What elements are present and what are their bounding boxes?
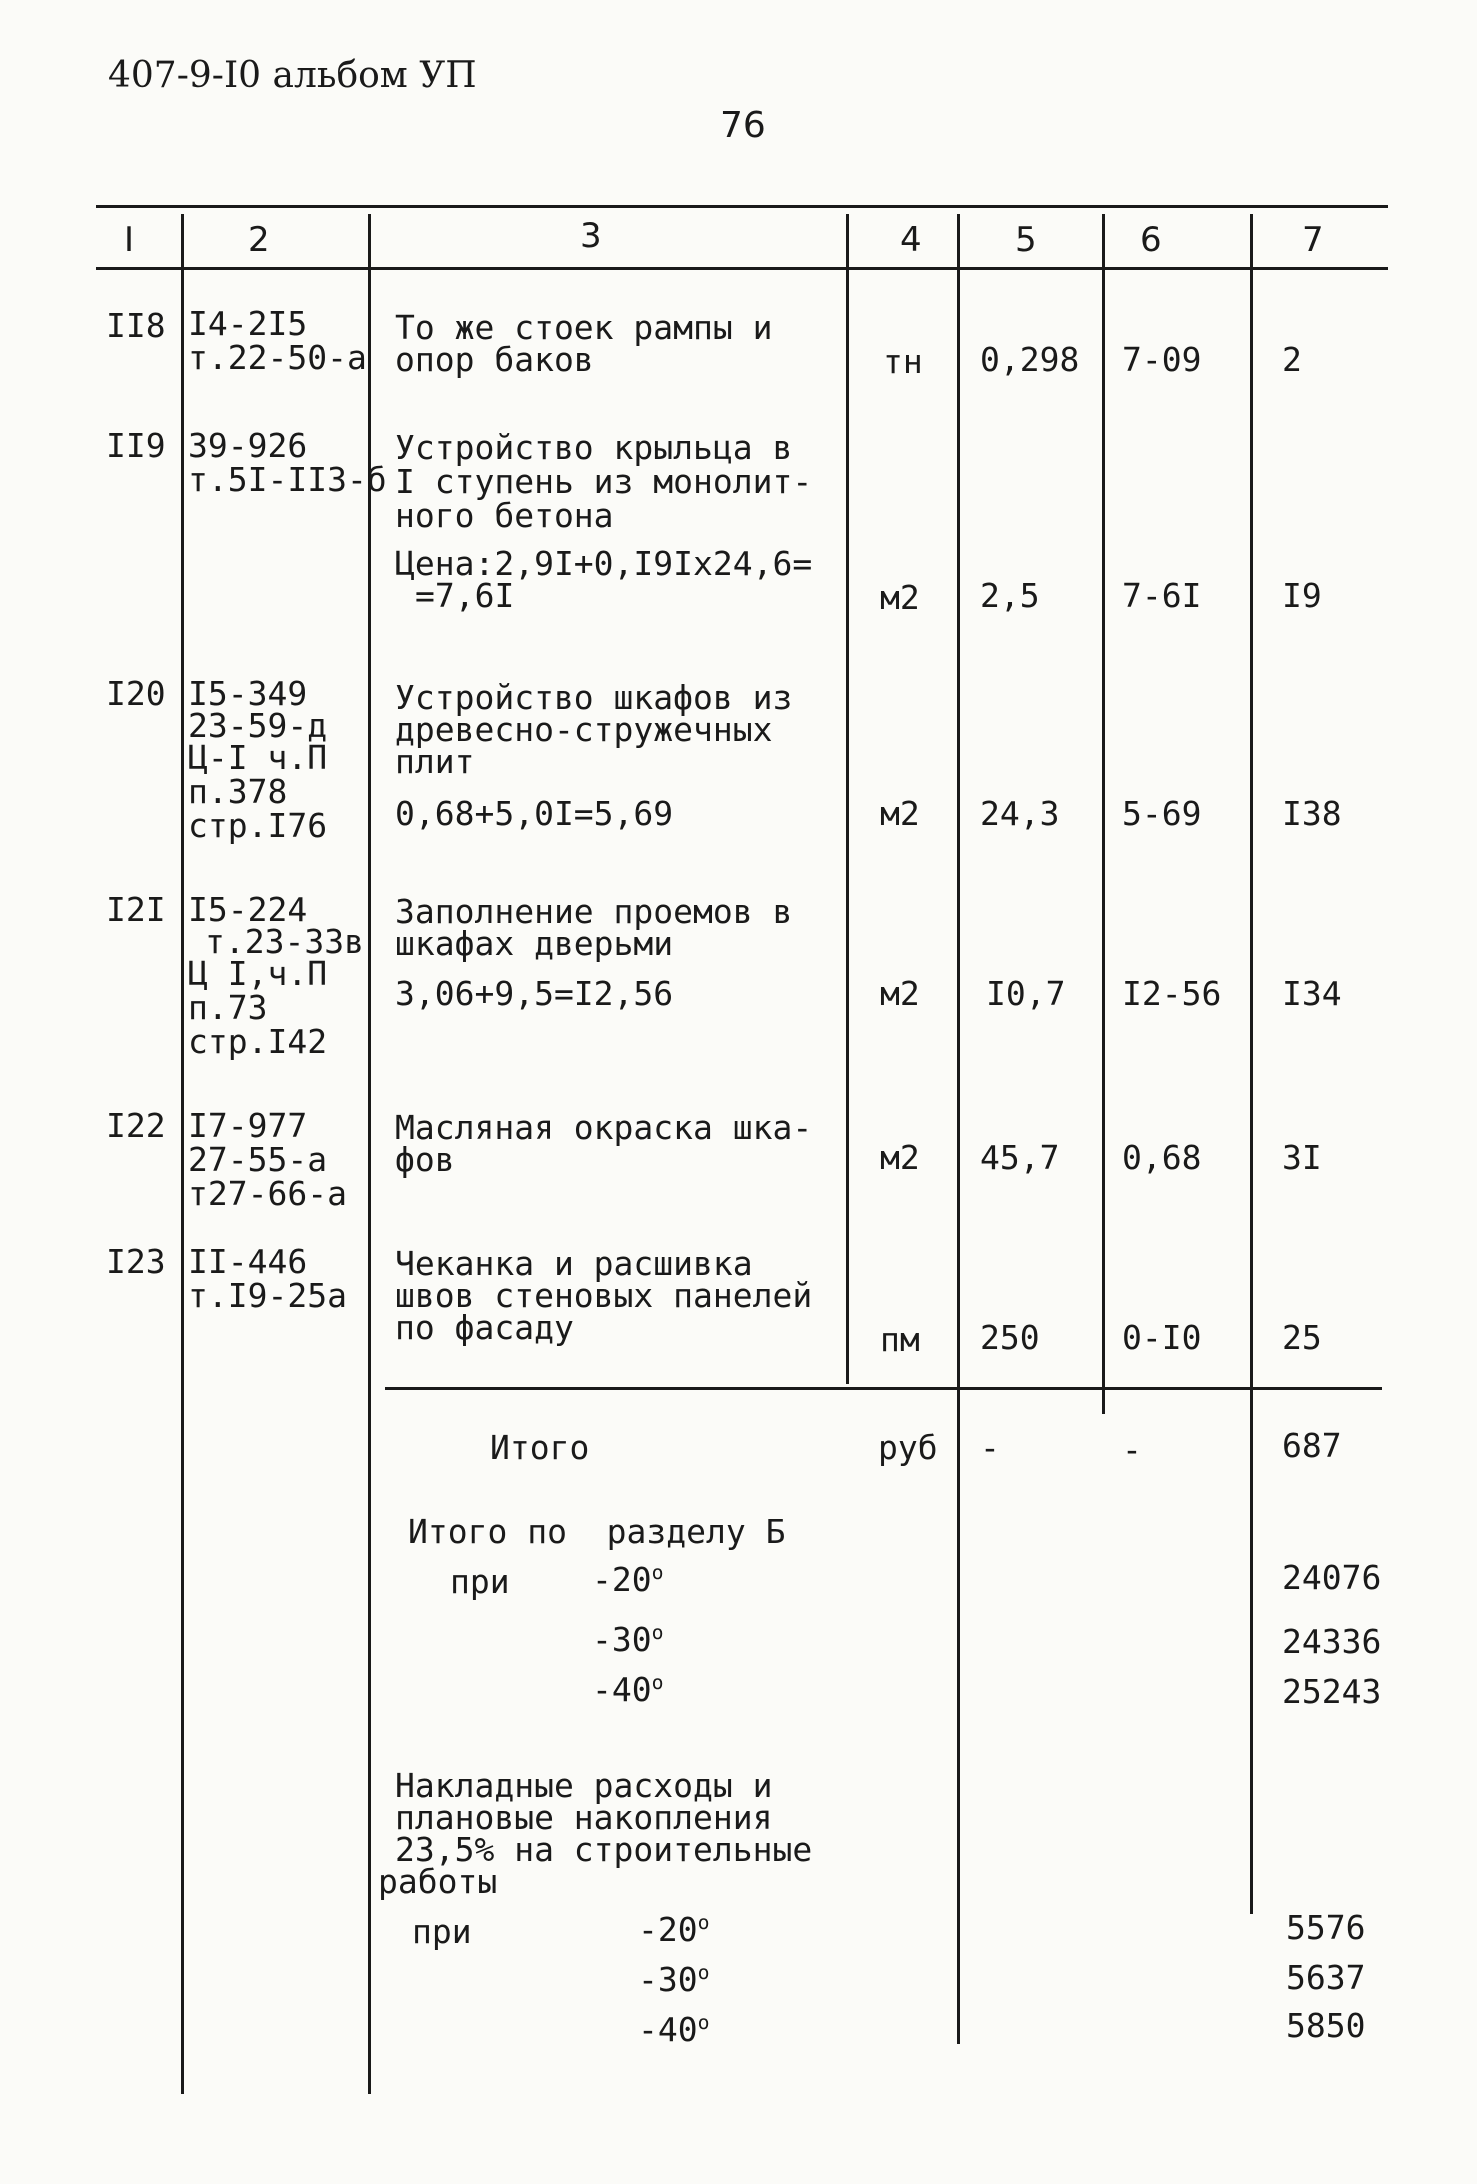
row-120-code-5: стр.I76 (188, 806, 328, 845)
row-121-calc: 3,06+9,5=I2,56 (395, 974, 674, 1013)
row-118-code-2: т.22-50-а (188, 338, 367, 377)
row-119-total: I9 (1282, 576, 1322, 615)
row-120-code-2: 23-59-д (188, 706, 328, 745)
col-header-5: 5 (1015, 220, 1037, 260)
section-total-3: 25243 (1282, 1672, 1382, 1711)
col-header-1: I (124, 220, 135, 260)
row-118-code-1: I4-2I5 (188, 304, 308, 343)
row-119-unit: м2 (880, 578, 920, 617)
row-122-price: 0,68 (1122, 1138, 1202, 1177)
overhead-total-3: 5850 (1286, 2006, 1366, 2045)
row-119-desc-1: Устройство крыльца в (395, 428, 793, 467)
row-121-qty: I0,7 (986, 974, 1066, 1013)
col-header-6: 6 (1140, 220, 1162, 260)
itogo-total: 687 (1282, 1426, 1342, 1465)
row-118-total: 2 (1282, 340, 1302, 379)
row-120-qty: 24,3 (980, 794, 1060, 833)
row-121-code-5: стр.I42 (188, 1022, 328, 1061)
row-121-desc-2: шкафах дверьми (395, 924, 674, 963)
row-119-code-1: 39-926 (188, 426, 308, 465)
row-120-total: I38 (1282, 794, 1342, 833)
row-120-no: I20 (106, 674, 166, 713)
row-119-calc-1: Цена:2,9I+0,I9Ix24,6= (395, 544, 813, 583)
row-123-price: 0-I0 (1122, 1318, 1202, 1357)
row-122-code-2: 27-55-а (188, 1140, 328, 1179)
row-121-desc-1: Заполнение проемов в (395, 892, 793, 931)
row-122-qty: 45,7 (980, 1138, 1060, 1177)
overhead-line-4: работы (378, 1862, 498, 1901)
row-122-total: 3I (1282, 1138, 1322, 1177)
row-120-code-3: Ц-I ч.П (188, 738, 328, 777)
row-119-qty: 2,5 (980, 576, 1040, 615)
row-118-desc-1: То же стоек рампы и (395, 308, 773, 347)
row-120-desc-2: древесно-стружечных (395, 710, 773, 749)
row-121-unit: м2 (880, 974, 920, 1013)
row-123-qty: 250 (980, 1318, 1040, 1357)
row-121-code-3: Ц I,ч.П (188, 954, 328, 993)
row-120-calc: 0,68+5,0I=5,69 (395, 794, 674, 833)
row-122-code-3: т27-66-а (188, 1174, 347, 1213)
row-122-code-1: I7-977 (188, 1106, 308, 1145)
col-divider-5 (1102, 214, 1105, 1414)
row-119-price: 7-6I (1122, 576, 1202, 615)
col-divider-1 (181, 214, 184, 2094)
row-123-no: I23 (106, 1242, 166, 1281)
overhead-total-2: 5637 (1286, 1958, 1366, 1997)
col-divider-6 (1250, 214, 1253, 1914)
col-header-4: 4 (900, 220, 922, 260)
row-122-no: I22 (106, 1106, 166, 1145)
row-123-desc-3: по фасаду (395, 1308, 574, 1347)
row-120-code-1: I5-349 (188, 674, 308, 713)
row-119-calc-2: =7,6I (415, 576, 515, 615)
row-118-qty: 0,298 (980, 340, 1080, 379)
section-total-pri: при (450, 1562, 510, 1601)
section-temp-3: -40$^o$ (592, 1670, 664, 1709)
col-header-7: 7 (1302, 220, 1324, 260)
row-120-desc-3: плит (395, 742, 475, 781)
row-121-code-2: т.23-33в (205, 922, 364, 961)
row-118-unit: тн (883, 342, 923, 381)
row-121-total: I34 (1282, 974, 1342, 1013)
overhead-line-1: Накладные расходы и (395, 1766, 773, 1805)
row-119-code-2: т.5I-II3-б (188, 460, 387, 499)
overhead-pri: при (412, 1912, 472, 1951)
row-121-price: I2-56 (1122, 974, 1222, 1013)
col-divider-3 (846, 214, 849, 1384)
row-121-code-1: I5-224 (188, 890, 308, 929)
itogo-price: - (1122, 1430, 1142, 1469)
row-120-desc-1: Устройство шкафов из (395, 678, 793, 717)
row-121-no: I2I (106, 890, 166, 929)
row-123-desc-2: швов стеновых панелей (395, 1276, 813, 1315)
col-header-3: 3 (580, 216, 602, 256)
col-divider-4 (957, 214, 960, 2044)
row-122-desc-1: Масляная окраска шка- (395, 1108, 813, 1147)
overhead-temp-1: -20$^o$ (638, 1910, 710, 1949)
album-reference: 407-9-I0 альбом УП (108, 55, 477, 96)
overhead-line-2: плановые накопления (395, 1798, 773, 1837)
overhead-total-1: 5576 (1286, 1908, 1366, 1947)
itogo-unit: руб (878, 1428, 938, 1467)
row-118-no: II8 (106, 306, 166, 345)
row-121-code-4: п.73 (188, 988, 268, 1027)
row-118-price: 7-09 (1122, 340, 1202, 379)
row-122-unit: м2 (880, 1138, 920, 1177)
table-header-rule (96, 267, 1388, 270)
row-120-unit: м2 (880, 794, 920, 833)
page-number: 76 (720, 105, 766, 146)
row-119-desc-2: I ступень из монолит- (395, 462, 813, 501)
table-top-rule (96, 205, 1388, 208)
overhead-line-3: 23,5% на строительные (395, 1830, 813, 1869)
row-118-desc-2: опор баков (395, 340, 594, 379)
row-122-desc-2: фов (395, 1140, 455, 1179)
row-123-code-1: II-446 (188, 1242, 308, 1281)
row-123-total: 25 (1282, 1318, 1322, 1357)
section-total-1: 24076 (1282, 1558, 1382, 1597)
row-120-price: 5-69 (1122, 794, 1202, 833)
itogo-qty: - (980, 1428, 1000, 1467)
itogo-label: Итого (490, 1428, 590, 1467)
row-119-desc-3: ного бетона (395, 496, 614, 535)
overhead-temp-3: -40$^o$ (638, 2010, 710, 2049)
section-temp-1: -20$^o$ (592, 1560, 664, 1599)
row-119-no: II9 (106, 426, 166, 465)
col-header-2: 2 (248, 220, 270, 260)
itogo-rule (385, 1387, 1382, 1390)
row-123-unit: пм (880, 1320, 920, 1359)
section-temp-2: -30$^o$ (592, 1620, 664, 1659)
row-123-desc-1: Чеканка и расшивка (395, 1244, 753, 1283)
row-120-code-4: п.378 (188, 772, 288, 811)
section-total-label: Итого по разделу Б (408, 1512, 786, 1551)
overhead-temp-2: -30$^o$ (638, 1960, 710, 1999)
section-total-2: 24336 (1282, 1622, 1382, 1661)
row-123-code-2: т.I9-25а (188, 1276, 347, 1315)
